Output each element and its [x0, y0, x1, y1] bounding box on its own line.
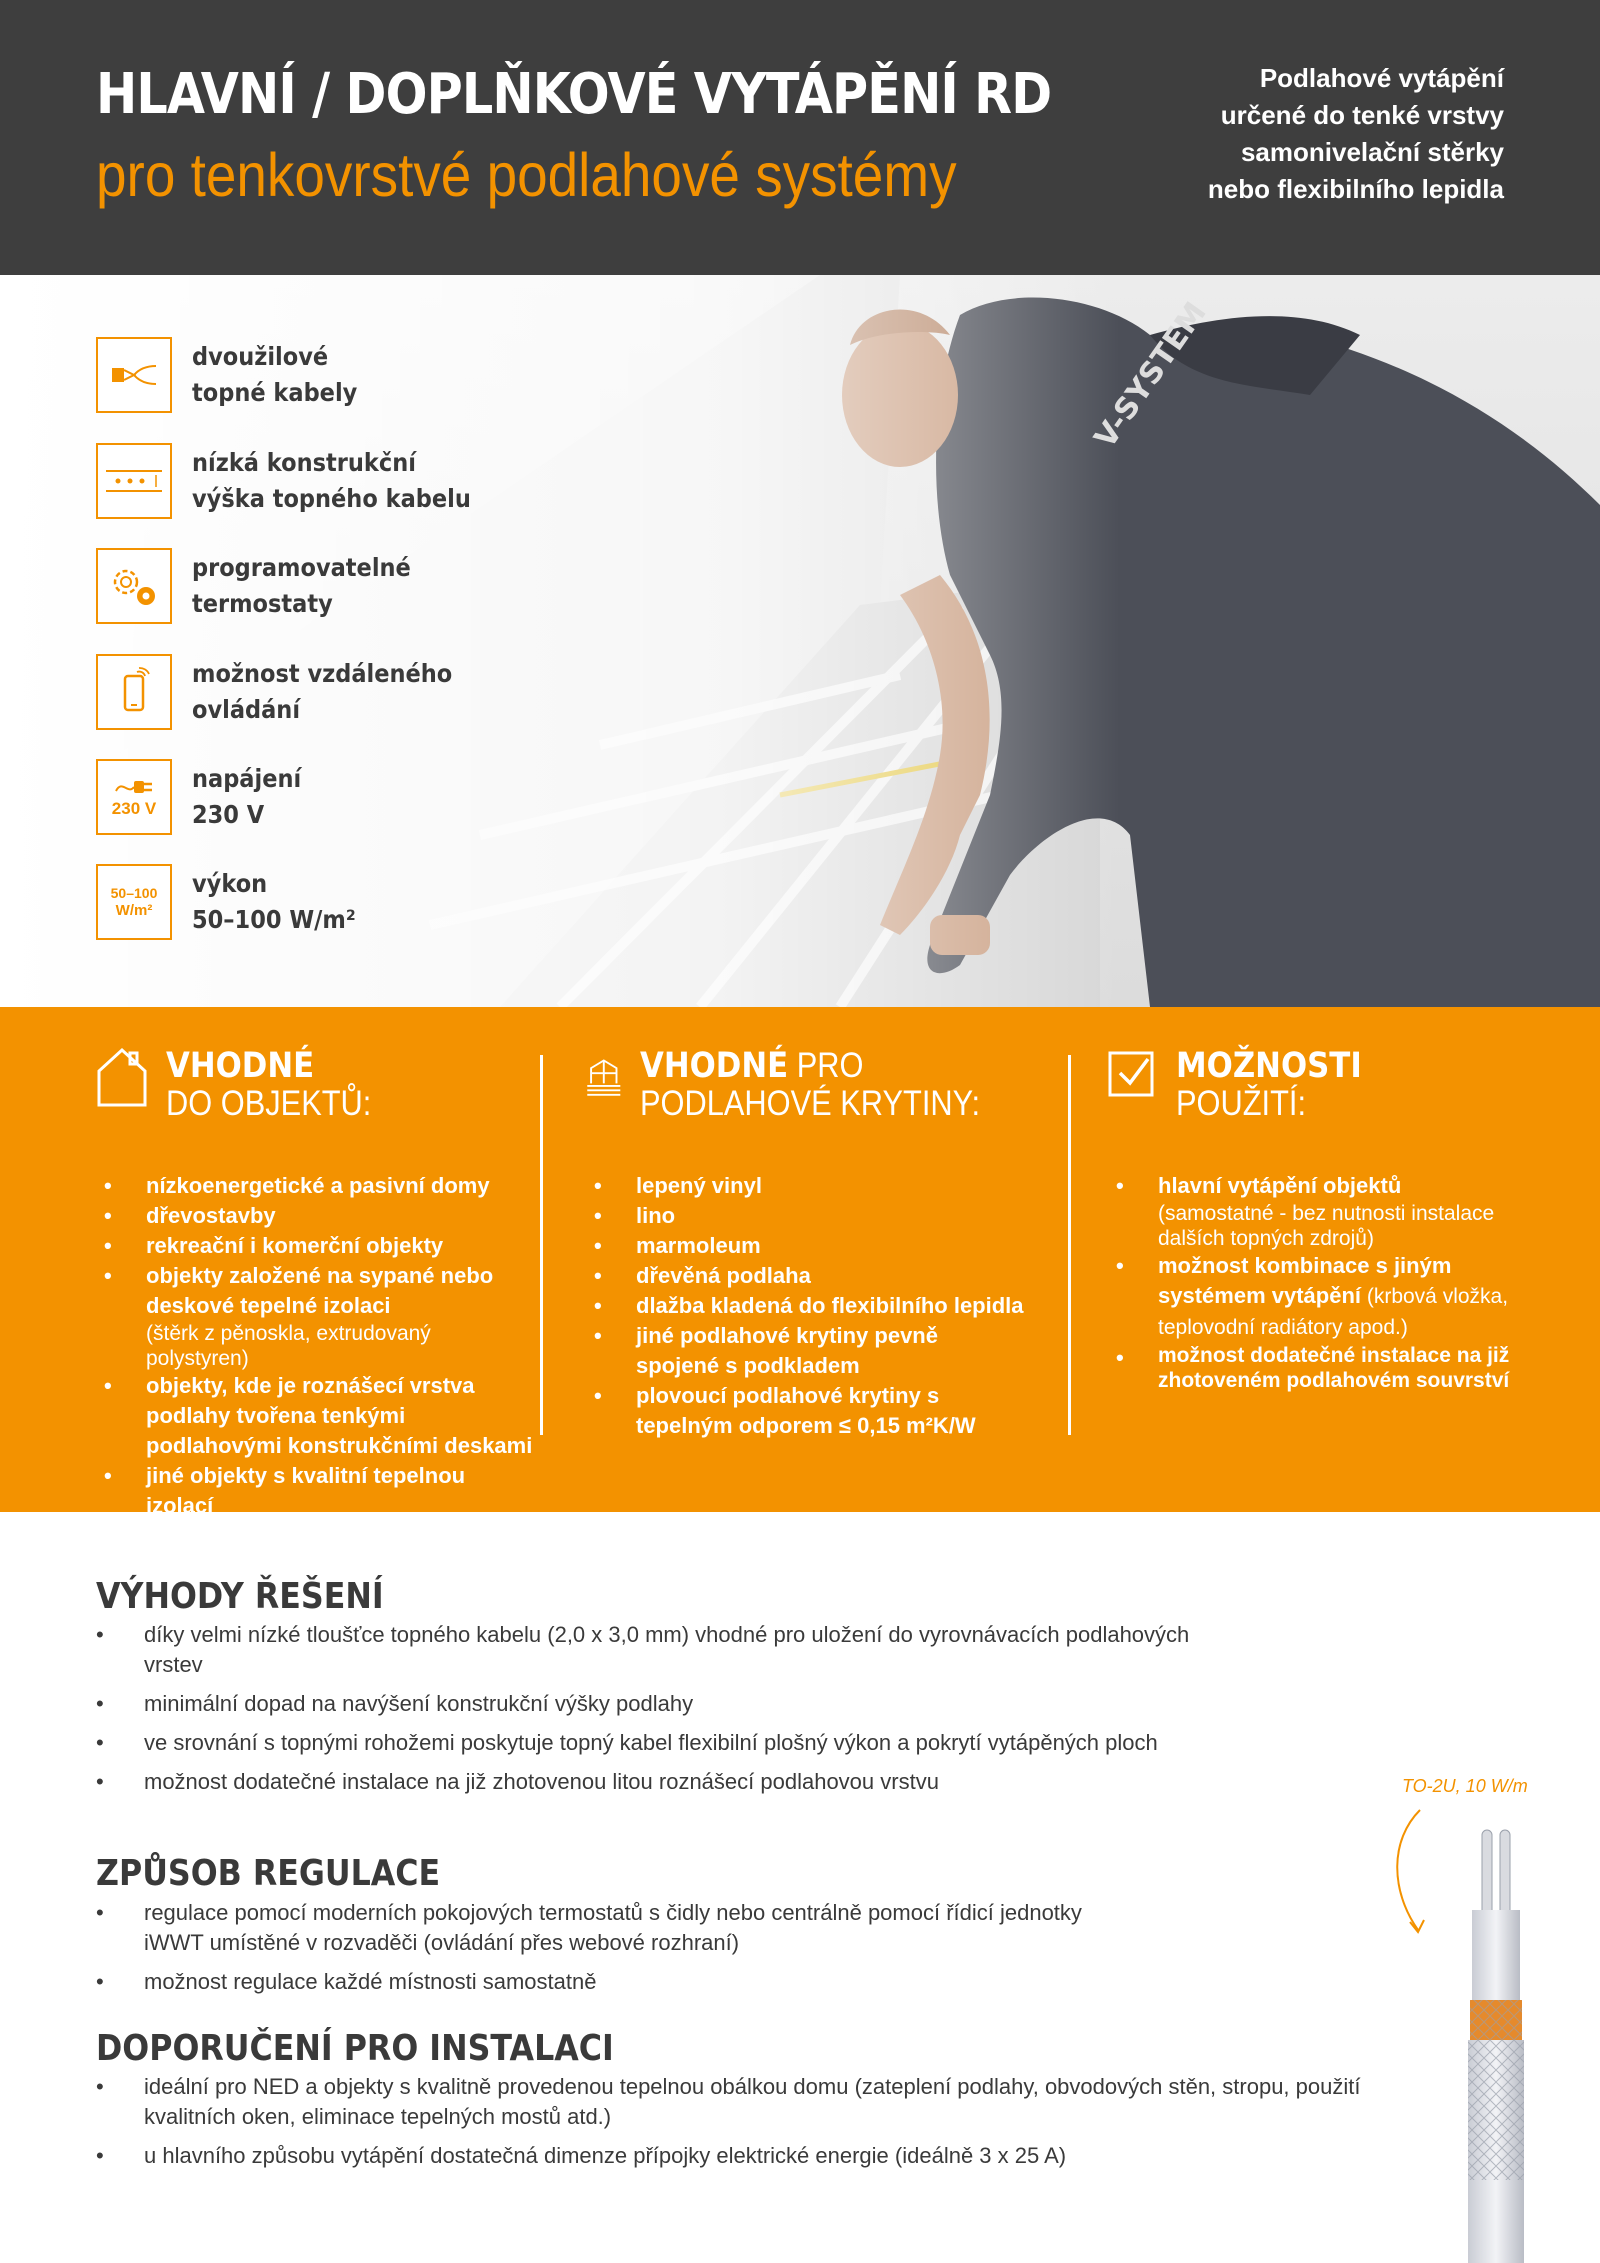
header-banner — [0, 0, 1600, 275]
feature-label: možnost vzdáleného ovládání — [192, 659, 453, 724]
installation-list — [96, 2072, 1366, 2180]
list-item: • díky velmi nízké tloušťce topného kabelu (2,0 x 3,0 mm) vhodné pro uložení do vyrovnávacích podlahových vrstev — [96, 1620, 1236, 1680]
power-icon-unit: W/m² — [115, 902, 153, 919]
objects-list — [96, 1171, 536, 1521]
column-floor-coverings — [586, 1047, 1026, 1441]
phone-icon — [96, 654, 172, 730]
header-desc-line: určené do tenké vrstvy — [1220, 100, 1504, 130]
list-item: • možnost regulace každé místnosti samostatně — [96, 1967, 1366, 1997]
list-item: • možnost dodatečné instalace na již zhotoveném podlahovém souvrství — [1108, 1343, 1528, 1393]
list-item: • regulace pomocí moderních pokojových termostatů s čidly nebo centrálně pomocí řídicí jednotky iWWT umístěné v rozvaděči (ovládání přes webové rozhraní) — [96, 1898, 1136, 1958]
list-item: • lepený vinyl — [586, 1171, 1026, 1201]
list-item: • lino — [586, 1201, 1026, 1231]
feature-label: výkon 50–100 W/m² — [192, 869, 356, 934]
floor-icon — [586, 1047, 622, 1107]
house-icon — [96, 1047, 148, 1107]
checkbox-icon — [1108, 1047, 1158, 1097]
feature-label: napájení 230 V — [192, 764, 302, 829]
list-item: • dřevostavby — [96, 1201, 536, 1231]
column-heading: VHODNÉ DO OBJEKTŮ: — [166, 1046, 372, 1123]
list-item: • objekty založené na sypané nebo deskové tepelné izolaci (štěrk z pěnoskla, extrudovaný polystyren) — [96, 1261, 536, 1371]
low-height-icon — [96, 443, 172, 519]
section-title-installation: DOPORUČENÍ PRO INSTALACI — [96, 2028, 614, 2069]
cable-label: TO-2U, 10 W/m — [1402, 1776, 1528, 1796]
power-icon-text: 50–100 — [110, 885, 158, 901]
list-item: • plovoucí podlahové krytiny s tepelným odporem ≤ 0,15 m²K/W — [586, 1381, 1026, 1441]
plug-icon-text: 230 V — [111, 799, 157, 818]
feature-remote — [96, 654, 481, 730]
page-subtitle: pro tenkovrstvé podlahové systémy — [96, 141, 957, 209]
list-item: • marmoleum — [586, 1231, 1026, 1261]
feature-output — [96, 864, 374, 940]
column-heading: MOŽNOSTI POUŽITÍ: — [1176, 1046, 1362, 1123]
page-title: HLAVNÍ / DOPLŇKOVÉ VYTÁPĚNÍ RD — [96, 62, 1052, 127]
feature-thermostats — [96, 548, 435, 624]
column-usage — [1108, 1047, 1528, 1393]
list-item: • ideální pro NED a objekty s kvalitně provedenou tepelnou obálkou domu (zateplení podlahy, obvodových stěn, stropu, použití kvalitních oken, eliminace tepelných mostů atd.) — [96, 2072, 1366, 2132]
list-item: • dlažba kladená do flexibilního lepidla — [586, 1291, 1026, 1321]
section-title-benefits: VÝHODY ŘEŠENÍ — [96, 1576, 384, 1617]
floor-coverings-list — [586, 1171, 1026, 1441]
feature-low-height — [96, 443, 502, 519]
list-item: • hlavní vytápění objektů (samostatné - bez nutnosti instalace dalších topných zdrojů) — [1108, 1171, 1528, 1251]
list-item: • nízkoenergetické a pasivní domy — [96, 1171, 536, 1201]
suitability-band — [0, 1007, 1600, 1518]
column-heading: VHODNÉ PRO PODLAHOVÉ KRYTINY: — [639, 1046, 980, 1123]
section-title-regulation: ZPŮSOB REGULACE — [96, 1853, 441, 1894]
usage-list — [1108, 1171, 1528, 1393]
list-item: • minimální dopad na navýšení konstrukční výšky podlahy — [96, 1689, 1366, 1719]
feature-cable — [96, 337, 376, 413]
list-item: • jiné objekty s kvalitní tepelnou izolací — [96, 1461, 536, 1521]
list-item: • dřevěná podlaha — [586, 1261, 1026, 1291]
feature-label: programovatelné termostaty — [192, 553, 411, 618]
list-item: • u hlavního způsobu vytápění dostatečná dimenze přípojky elektrické energie (ideálně 3 x 25 A) — [96, 2141, 1366, 2171]
list-item: • jiné podlahové krytiny pevně spojené s podkladem — [586, 1321, 1026, 1381]
cable-icon — [96, 337, 172, 413]
plug-icon — [96, 759, 172, 835]
feature-label: nízká konstrukční výška topného kabelu — [192, 448, 471, 513]
list-item: • možnost kombinace s jiným systémem vytápění (krbová vložka, teplovodní radiátory apod.) — [1108, 1251, 1528, 1343]
power-icon — [96, 864, 172, 940]
regulation-list — [96, 1898, 1366, 2006]
header-desc-line: samonivelační stěrky — [1240, 137, 1504, 167]
header-desc-line: Podlahové vytápění — [1259, 63, 1504, 93]
feature-label: dvoužilové topné kabely — [192, 342, 358, 407]
feature-power-supply — [96, 759, 313, 835]
list-item: • ve srovnání s topnými rohožemi poskytuje topný kabel flexibilní plošný výkon a pokrytí vytápěných ploch — [96, 1728, 1256, 1758]
header-description — [1208, 60, 1504, 208]
gears-icon — [96, 548, 172, 624]
list-item: • rekreační i komerční objekty — [96, 1231, 536, 1261]
benefits-list — [96, 1620, 1366, 1806]
column-objects — [96, 1047, 536, 1521]
header-desc-line: nebo flexibilního lepidla — [1207, 174, 1504, 204]
list-item: • možnost dodatečné instalace na již zhotovenou litou roznášecí podlahovou vrstvu — [96, 1767, 1366, 1797]
column-divider — [1068, 1055, 1071, 1435]
column-divider — [540, 1055, 543, 1435]
heating-cable-illustration — [1370, 1800, 1600, 2263]
list-item: • objekty, kde je roznášecí vrstva podlahy tvořena tenkými podlahovými konstrukčními deskami — [96, 1371, 536, 1461]
